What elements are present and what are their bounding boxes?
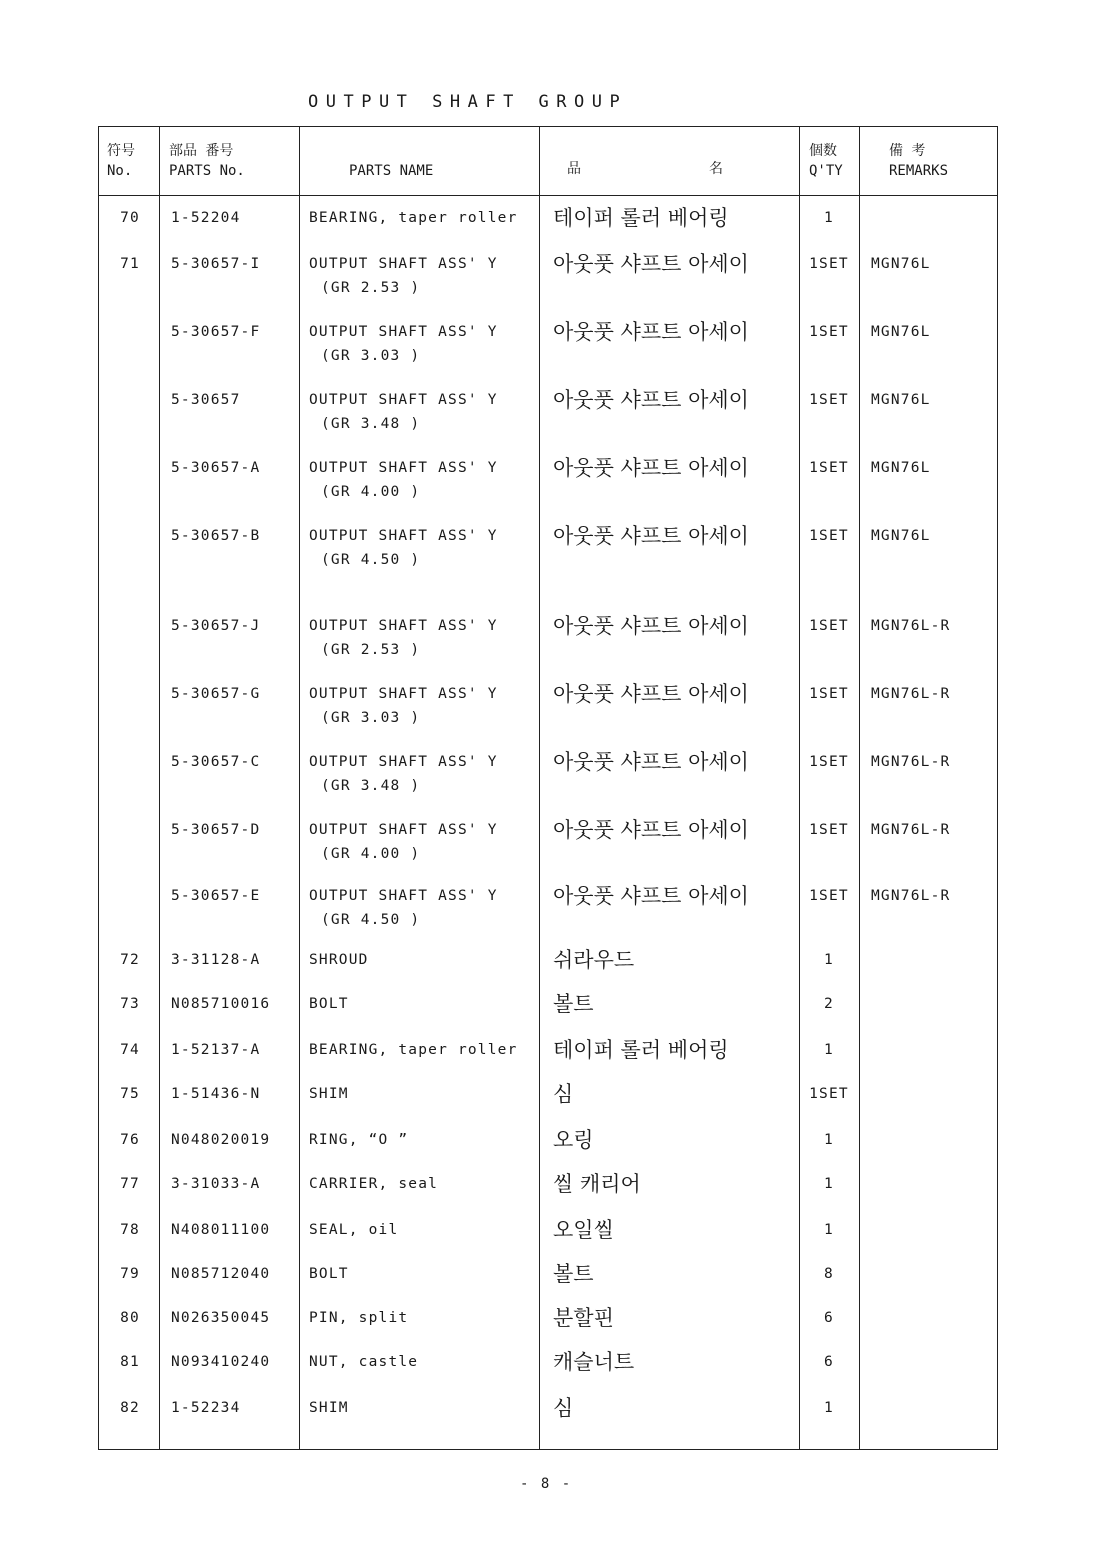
row-part-number: 5-30657 xyxy=(171,392,241,408)
row-part-name: OUTPUT SHAFT ASS' Y xyxy=(309,822,498,838)
row-korean-name: 캐슬너트 xyxy=(553,1350,635,1374)
row-gear-ratio: (GR 4.50 ) xyxy=(321,912,421,928)
row-korean-name: 아웃풋 샤프트 아세이 xyxy=(553,524,749,548)
row-quantity: 8 xyxy=(824,1266,834,1282)
row-part-number: 5-30657-B xyxy=(171,528,261,544)
row-part-name: NUT, castle xyxy=(309,1354,419,1370)
header-parts-no-cjk: 部品 番号 xyxy=(169,143,234,159)
row-part-name: BEARING, taper roller xyxy=(309,210,518,226)
header-ko-2: 名 xyxy=(709,161,723,177)
header-no-en: No. xyxy=(107,163,133,179)
row-part-name: BOLT xyxy=(309,1266,349,1282)
row-part-number: 5-30657-D xyxy=(171,822,261,838)
header-parts-name xyxy=(349,161,433,181)
row-part-name: CARRIER, seal xyxy=(309,1176,439,1192)
row-remarks: MGN76L-R xyxy=(871,822,951,838)
row-part-name: OUTPUT SHAFT ASS' Y xyxy=(309,528,498,544)
row-part-number: 1-52234 xyxy=(171,1400,241,1416)
row-quantity: 1SET xyxy=(809,392,849,408)
row-item-no: 79 xyxy=(120,1266,140,1282)
row-item-no: 81 xyxy=(120,1354,140,1370)
row-part-number: N048020019 xyxy=(171,1132,271,1148)
row-gear-ratio: (GR 4.50 ) xyxy=(321,552,421,568)
row-quantity: 1SET xyxy=(809,754,849,770)
row-quantity: 1 xyxy=(824,1176,834,1192)
row-part-number: 1-51436-N xyxy=(171,1086,261,1102)
row-remarks: MGN76L-R xyxy=(871,618,951,634)
row-part-name: RING, “O ” xyxy=(309,1132,409,1148)
row-item-no: 80 xyxy=(120,1310,140,1326)
row-quantity: 1 xyxy=(824,210,834,226)
header-remarks xyxy=(889,141,948,181)
row-gear-ratio: (GR 2.53 ) xyxy=(321,642,421,658)
row-part-number: 3-31033-A xyxy=(171,1176,261,1192)
row-quantity: 1SET xyxy=(809,460,849,476)
header-qty-en: Q'TY xyxy=(809,163,843,179)
row-part-name: SHIM xyxy=(309,1086,349,1102)
column-divider xyxy=(859,127,860,1449)
row-gear-ratio: (GR 2.53 ) xyxy=(321,280,421,296)
row-part-name: SHROUD xyxy=(309,952,369,968)
row-part-name: SHIM xyxy=(309,1400,349,1416)
row-korean-name: 오일씰 xyxy=(553,1218,614,1242)
row-korean-name: 심 xyxy=(553,1082,574,1106)
row-item-no: 77 xyxy=(120,1176,140,1192)
row-gear-ratio: (GR 3.03 ) xyxy=(321,710,421,726)
row-part-number: 5-30657-I xyxy=(171,256,261,272)
row-quantity: 1SET xyxy=(809,686,849,702)
row-korean-name: 아웃풋 샤프트 아세이 xyxy=(553,750,749,774)
row-part-name: OUTPUT SHAFT ASS' Y xyxy=(309,754,498,770)
column-divider xyxy=(799,127,800,1449)
header-parts-name-en: PARTS NAME xyxy=(349,163,434,179)
row-part-number: 5-30657-E xyxy=(171,888,261,904)
row-korean-name: 분할핀 xyxy=(553,1306,614,1330)
parts-table xyxy=(98,126,998,1450)
row-remarks: MGN76L xyxy=(871,256,931,272)
row-part-name: OUTPUT SHAFT ASS' Y xyxy=(309,460,498,476)
row-quantity: 2 xyxy=(824,996,834,1012)
row-quantity: 1 xyxy=(824,1400,834,1416)
row-quantity: 1SET xyxy=(809,528,849,544)
row-item-no: 76 xyxy=(120,1132,140,1148)
page-number: - 8 - xyxy=(520,1476,573,1492)
row-korean-name: 아웃풋 샤프트 아세이 xyxy=(553,320,749,344)
row-quantity: 1SET xyxy=(809,1086,849,1102)
header-parts-no-en: PARTS No. xyxy=(169,163,245,179)
row-item-no: 78 xyxy=(120,1222,140,1238)
row-quantity: 1 xyxy=(824,1042,834,1058)
row-remarks: MGN76L xyxy=(871,460,931,476)
header-divider xyxy=(99,195,997,196)
header-no-cjk: 符号 xyxy=(107,143,135,159)
row-quantity: 1 xyxy=(824,1132,834,1148)
row-item-no: 71 xyxy=(120,256,140,272)
row-part-number: 5-30657-F xyxy=(171,324,261,340)
header-ko-1: 品 xyxy=(567,161,581,177)
header-remarks-cjk: 備 考 xyxy=(889,143,926,159)
row-gear-ratio: (GR 4.00 ) xyxy=(321,484,421,500)
header-no xyxy=(107,141,135,181)
row-item-no: 82 xyxy=(120,1400,140,1416)
row-part-number: 5-30657-G xyxy=(171,686,261,702)
row-gear-ratio: (GR 3.48 ) xyxy=(321,778,421,794)
row-part-name: SEAL, oil xyxy=(309,1222,399,1238)
row-korean-name: 아웃풋 샤프트 아세이 xyxy=(553,252,749,276)
row-korean-name: 아웃풋 샤프트 아세이 xyxy=(553,614,749,638)
row-part-number: N085712040 xyxy=(171,1266,271,1282)
row-korean-name: 테이퍼 롤러 베어링 xyxy=(553,1038,729,1062)
row-remarks: MGN76L-R xyxy=(871,686,951,702)
row-korean-name: 볼트 xyxy=(553,992,594,1016)
header-remarks-en: REMARKS xyxy=(889,163,949,179)
row-quantity: 6 xyxy=(824,1310,834,1326)
column-divider xyxy=(159,127,160,1449)
row-part-number: 1-52204 xyxy=(171,210,241,226)
header-parts-no xyxy=(169,141,245,181)
row-part-name: OUTPUT SHAFT ASS' Y xyxy=(309,256,498,272)
row-korean-name: 아웃풋 샤프트 아세이 xyxy=(553,818,749,842)
row-quantity: 1SET xyxy=(809,888,849,904)
row-korean-name: 쉬라우드 xyxy=(553,948,635,972)
row-part-name: OUTPUT SHAFT ASS' Y xyxy=(309,392,498,408)
row-korean-name: 아웃풋 샤프트 아세이 xyxy=(553,388,749,412)
header-qty-cjk: 個数 xyxy=(809,143,837,159)
row-quantity: 1 xyxy=(824,1222,834,1238)
row-part-name: OUTPUT SHAFT ASS' Y xyxy=(309,618,498,634)
row-part-number: 5-30657-A xyxy=(171,460,261,476)
row-gear-ratio: (GR 3.03 ) xyxy=(321,348,421,364)
row-gear-ratio: (GR 3.48 ) xyxy=(321,416,421,432)
row-korean-name: 씰 캐리어 xyxy=(553,1172,641,1196)
row-korean-name: 오링 xyxy=(553,1128,594,1152)
row-part-name: OUTPUT SHAFT ASS' Y xyxy=(309,324,498,340)
row-part-number: 1-52137-A xyxy=(171,1042,261,1058)
row-item-no: 74 xyxy=(120,1042,140,1058)
row-part-name: OUTPUT SHAFT ASS' Y xyxy=(309,888,498,904)
row-part-number: 5-30657-C xyxy=(171,754,261,770)
row-part-number: N093410240 xyxy=(171,1354,271,1370)
row-part-name: OUTPUT SHAFT ASS' Y xyxy=(309,686,498,702)
row-korean-name: 심 xyxy=(553,1396,574,1420)
header-qty xyxy=(809,141,843,181)
row-quantity: 1SET xyxy=(809,618,849,634)
row-part-number: N085710016 xyxy=(171,996,271,1012)
row-item-no: 72 xyxy=(120,952,140,968)
row-part-number: N408011100 xyxy=(171,1222,271,1238)
row-gear-ratio: (GR 4.00 ) xyxy=(321,846,421,862)
row-korean-name: 테이퍼 롤러 베어링 xyxy=(553,206,729,230)
row-remarks: MGN76L-R xyxy=(871,754,951,770)
column-divider xyxy=(299,127,300,1449)
row-remarks: MGN76L xyxy=(871,392,931,408)
row-item-no: 70 xyxy=(120,210,140,226)
row-quantity: 6 xyxy=(824,1354,834,1370)
row-korean-name: 아웃풋 샤프트 아세이 xyxy=(553,456,749,480)
row-quantity: 1SET xyxy=(809,324,849,340)
row-quantity: 1 xyxy=(824,952,834,968)
row-korean-name: 아웃풋 샤프트 아세이 xyxy=(553,884,749,908)
row-korean-name: 볼트 xyxy=(553,1262,594,1286)
row-quantity: 1SET xyxy=(809,256,849,272)
row-remarks: MGN76L-R xyxy=(871,888,951,904)
row-remarks: MGN76L xyxy=(871,324,931,340)
row-item-no: 75 xyxy=(120,1086,140,1102)
column-divider xyxy=(539,127,540,1449)
row-item-no: 73 xyxy=(120,996,140,1012)
row-part-name: PIN, split xyxy=(309,1310,409,1326)
row-part-number: N026350045 xyxy=(171,1310,271,1326)
row-part-name: BOLT xyxy=(309,996,349,1012)
row-quantity: 1SET xyxy=(809,822,849,838)
row-remarks: MGN76L xyxy=(871,528,931,544)
row-part-name: BEARING, taper roller xyxy=(309,1042,518,1058)
row-korean-name: 아웃풋 샤프트 아세이 xyxy=(553,682,749,706)
row-part-number: 5-30657-J xyxy=(171,618,261,634)
page-title: OUTPUT SHAFT GROUP xyxy=(308,92,628,112)
row-part-number: 3-31128-A xyxy=(171,952,261,968)
